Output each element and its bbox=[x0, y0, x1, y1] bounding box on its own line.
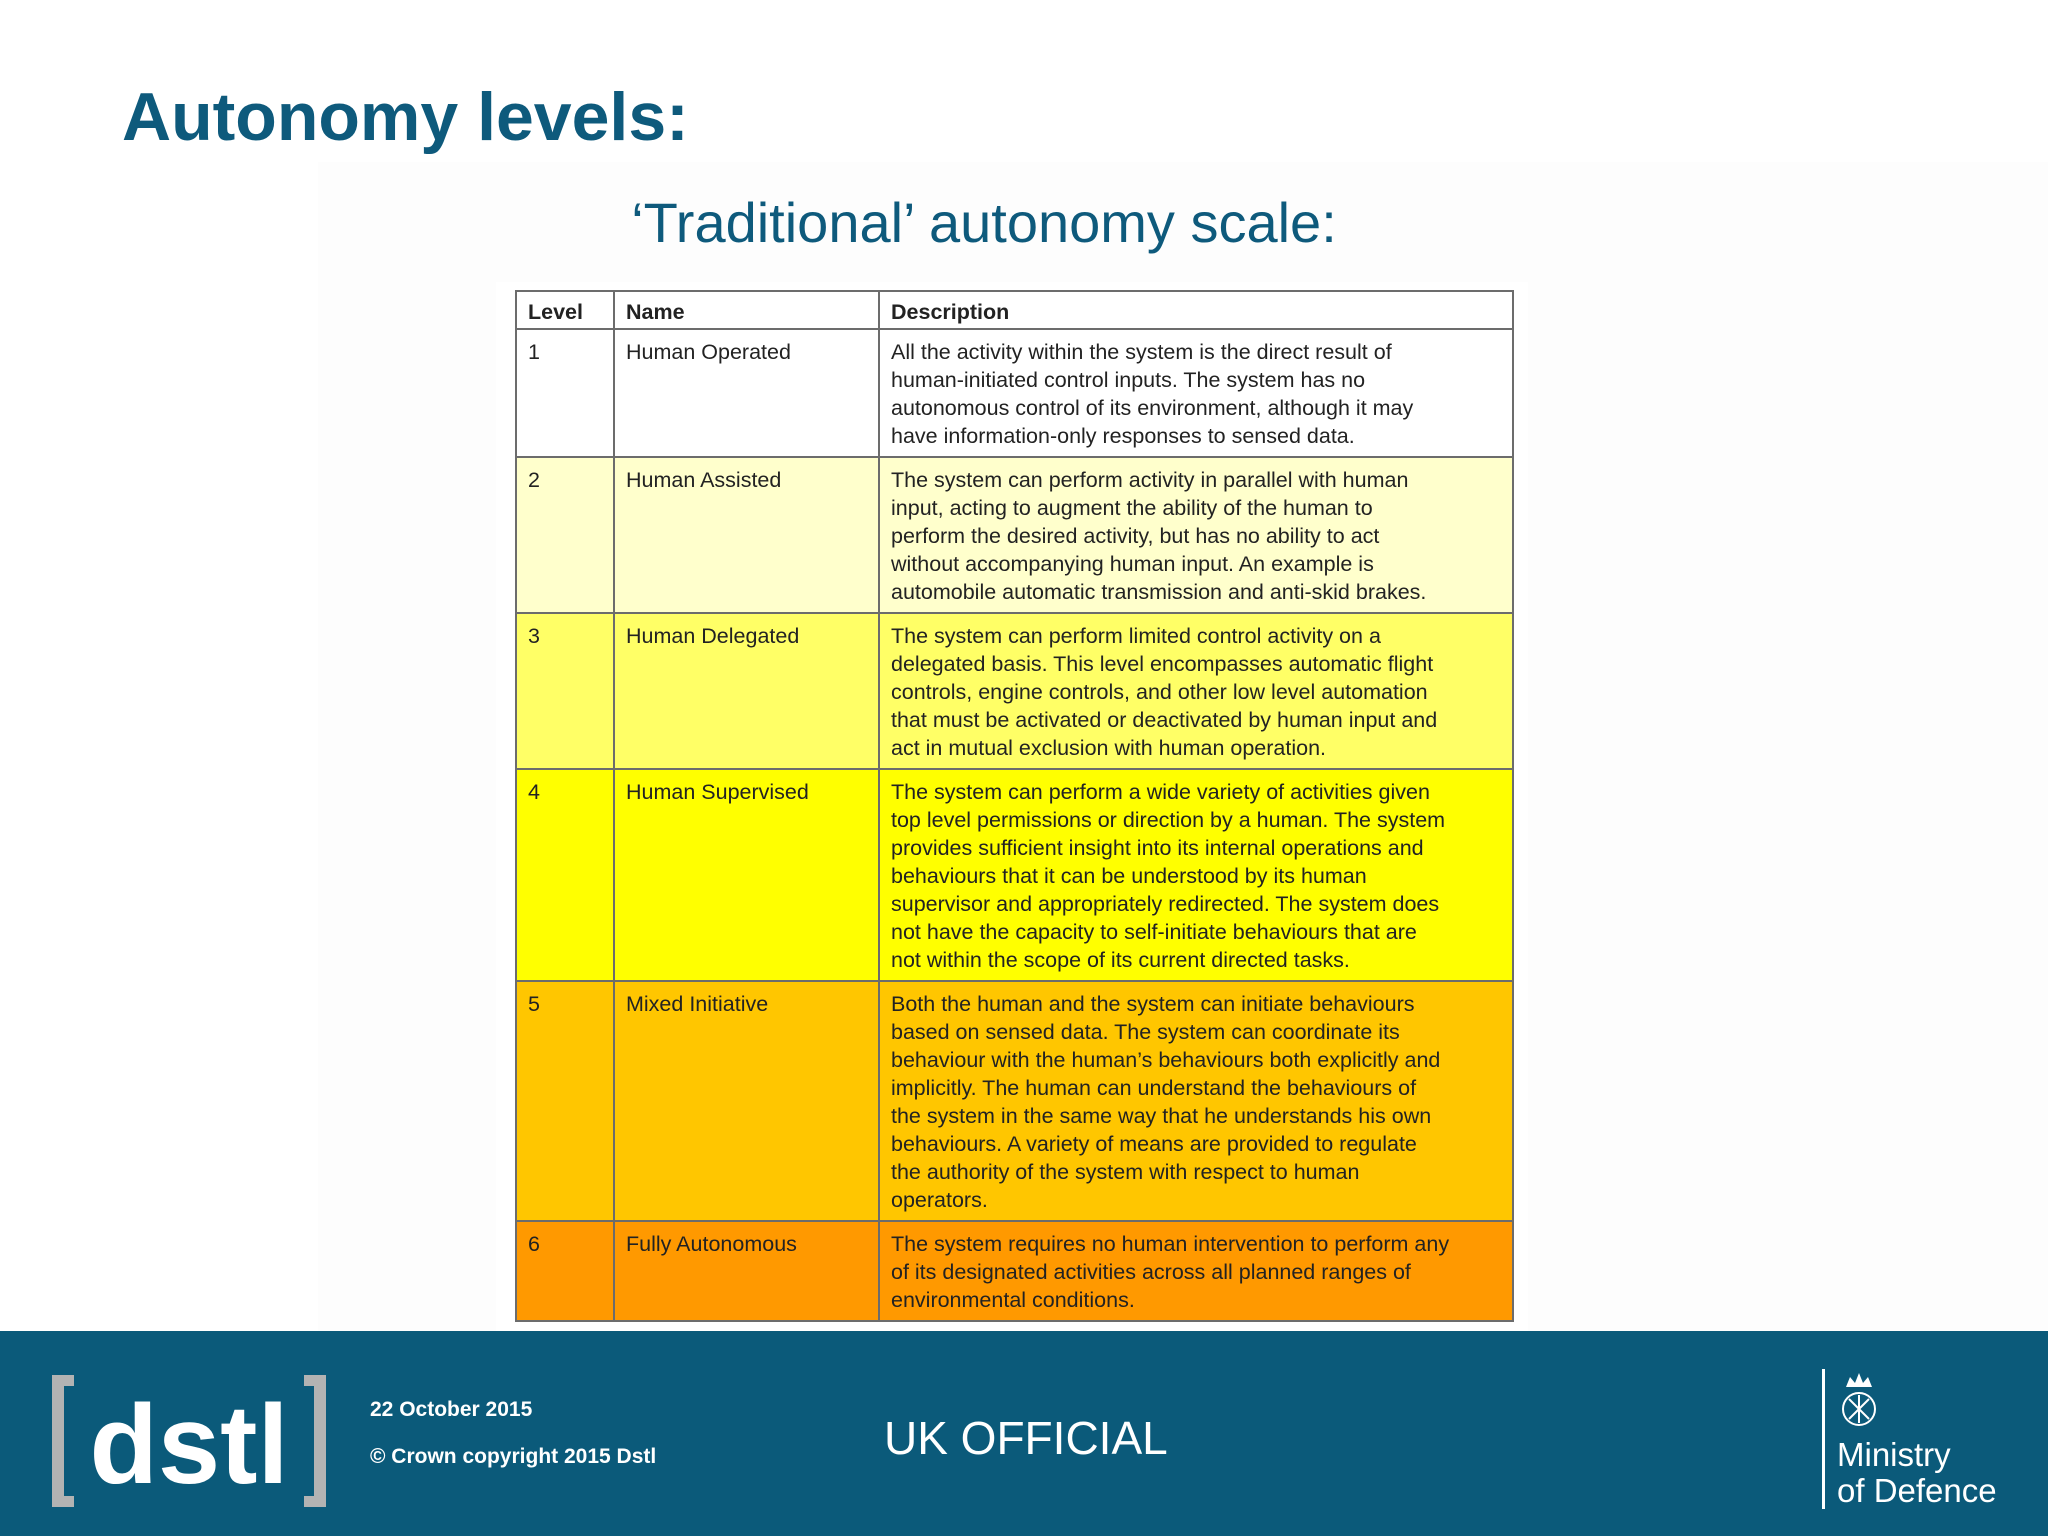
footer-copyright: © Crown copyright 2015 Dstl bbox=[370, 1445, 657, 1468]
mod-logo-line1: Ministry bbox=[1837, 1436, 1951, 1473]
name-cell: Fully Autonomous bbox=[614, 1221, 879, 1321]
level-cell: 4 bbox=[516, 769, 614, 981]
slide-subtitle: ‘Traditional’ autonomy scale: bbox=[631, 191, 1337, 254]
table-row bbox=[516, 329, 1513, 457]
autonomy-scale-table bbox=[515, 290, 1514, 1322]
name-cell: Human Delegated bbox=[614, 613, 879, 769]
level-cell: 6 bbox=[516, 1221, 614, 1321]
table-row bbox=[516, 981, 1513, 1221]
level-cell: 3 bbox=[516, 613, 614, 769]
description-cell: The system can perform activity in parallel with human input, acting to augment the ability of the human to perform the desired activity, but has no ability to act without accompanying human input. An example is automobile automatic transmission and anti-skid brakes. bbox=[879, 457, 1513, 613]
description-cell: All the activity within the system is the direct result of human-initiated control inputs. The system has no autonomous control of its environment, although it may have information-only responses to sensed data. bbox=[879, 329, 1513, 457]
mod-crest-icon bbox=[1832, 1369, 1886, 1433]
table-row bbox=[516, 1221, 1513, 1321]
name-cell: Mixed Initiative bbox=[614, 981, 879, 1221]
security-classification: UK OFFICIAL bbox=[884, 1412, 1168, 1464]
level-cell: 2 bbox=[516, 457, 614, 613]
name-cell: Human Supervised bbox=[614, 769, 879, 981]
table-row bbox=[516, 457, 1513, 613]
table-row bbox=[516, 613, 1513, 769]
level-cell: 1 bbox=[516, 329, 614, 457]
footer-date: 22 October 2015 bbox=[370, 1398, 533, 1421]
description-cell: The system requires no human intervention to perform any of its designated activities across all planned ranges of environmental conditions. bbox=[879, 1221, 1513, 1321]
name-cell: Human Operated bbox=[614, 329, 879, 457]
name-cell: Human Assisted bbox=[614, 457, 879, 613]
description-cell: The system can perform limited control activity on a delegated basis. This level encompasses automatic flight controls, engine controls, and other low level automation that must be activated or deactivated by human input and act in mutual exclusion with human operation. bbox=[879, 613, 1513, 769]
slide-title: Autonomy levels: bbox=[122, 79, 689, 155]
dstl-logo bbox=[38, 1371, 340, 1511]
header-description: Description bbox=[879, 291, 1513, 329]
description-cell: The system can perform a wide variety of activities given top level permissions or direction by a human. The system provides sufficient insight into its internal operations and behaviours that it can be understood by its human supervisor and appropriately redirected. The system does not have the capacity to self-initiate behaviours that are not within the scope of its current directed tasks. bbox=[879, 769, 1513, 981]
table-row bbox=[516, 769, 1513, 981]
header-name: Name bbox=[614, 291, 879, 329]
footer-bar bbox=[0, 1331, 2048, 1536]
header-level: Level bbox=[516, 291, 614, 329]
level-cell: 5 bbox=[516, 981, 614, 1221]
table-header-row bbox=[516, 291, 1513, 329]
description-cell: Both the human and the system can initiate behaviours based on sensed data. The system can coordinate its behaviour with the human’s behaviours both explicitly and implicitly. The human can understand the behaviours of the system in the same way that he understands his own behaviours. A variety of means are provided to regulate the authority of the system with respect to human operators. bbox=[879, 981, 1513, 1221]
mod-logo-divider bbox=[1822, 1369, 1825, 1509]
dstl-logo-text: dstl bbox=[89, 1382, 289, 1507]
mod-logo-line2: of Defence bbox=[1837, 1472, 1997, 1509]
mod-logo-text bbox=[1837, 1437, 1997, 1509]
